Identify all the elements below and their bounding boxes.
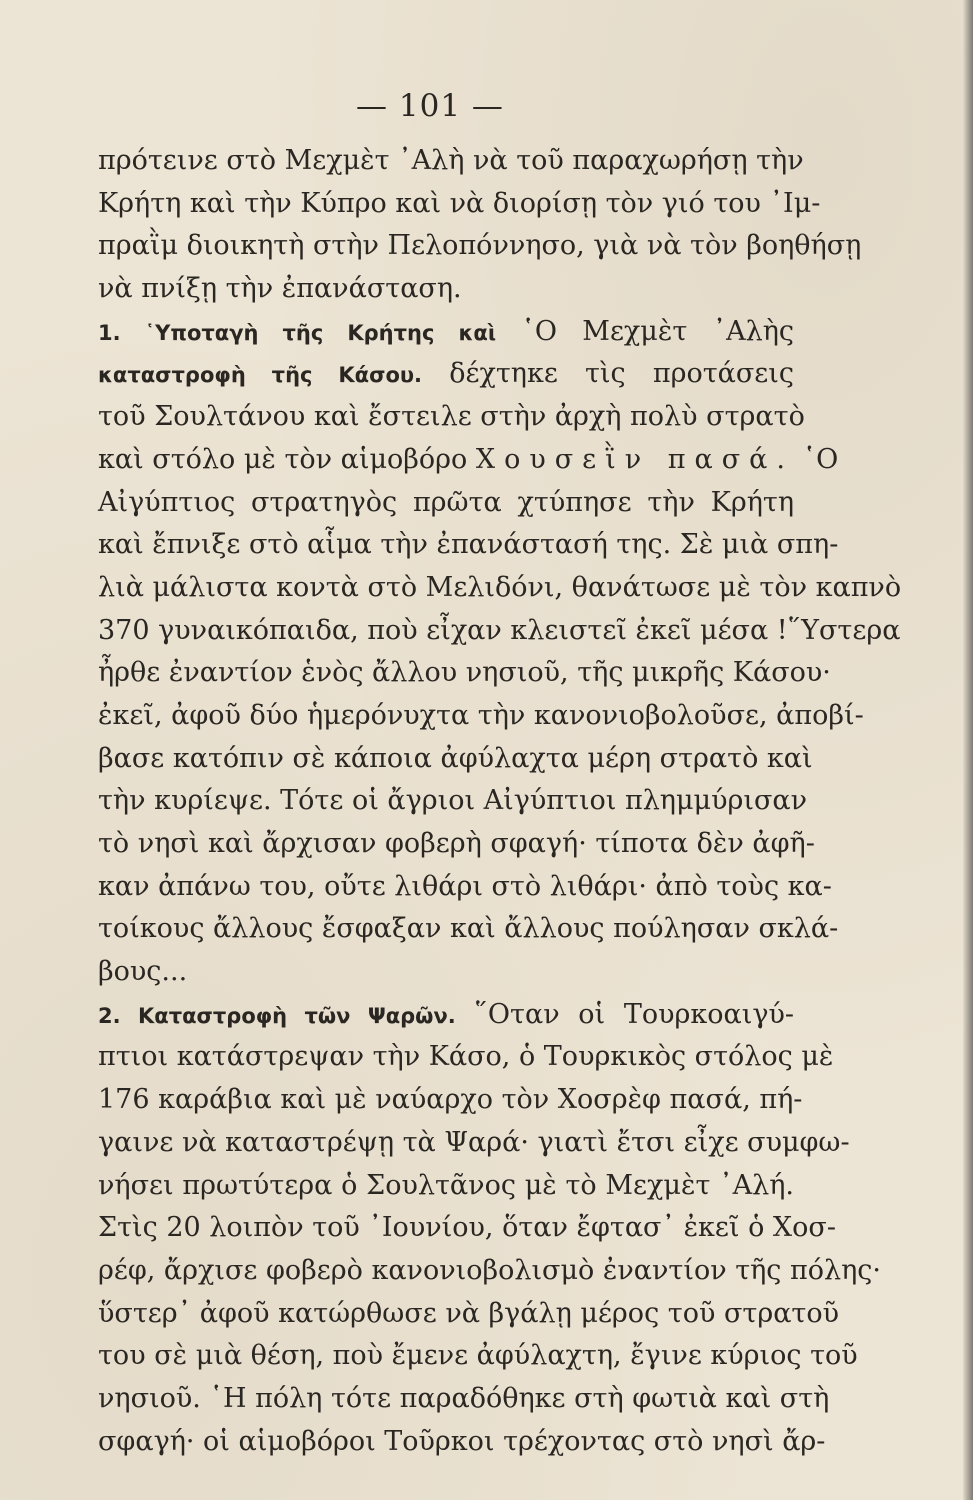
line-text-tail: ῾Ο [793, 443, 839, 475]
line-text: 176 καράβια καὶ μὲ ναύαρχο τὸν Χοσρὲφ πασά, πή- [98, 1084, 803, 1116]
line-text: νησιοῦ. ῾Η πόλη τότε παραδόθηκε στὴ φωτιὰ καὶ στὴ [98, 1382, 830, 1414]
text-line [98, 951, 794, 994]
line-text: Κρήτη καὶ τὴν Κύπρο καὶ νὰ διορίσῃ τὸν γιό του ᾿Ιμ- [98, 187, 821, 219]
line-text: σφαγή· οἱ αἱμοβόροι Τοῦρκοι τρέχοντας στὸ νησὶ ἄρ- [98, 1425, 826, 1457]
text-line [98, 524, 839, 567]
text-line [98, 1036, 834, 1079]
line-text: ἦρθε ἐναντίον ἑνὸς ἄλλου νησιοῦ, τῆς μικρῆς Κάσου· [98, 657, 831, 689]
line-text: πρότεινε στὸ Μεχμὲτ ᾿Αλὴ νὰ τοῦ παραχωρήσῃ τὴν [98, 145, 804, 176]
section-heading: 2. Καταστροφὴ τῶν Ψαρῶν. [98, 1003, 456, 1028]
text-line [98, 866, 832, 909]
line-text: Αἰγύπτιος στρατηγὸς πρῶτα χτύπησε τὴν Κρήτη [98, 486, 794, 518]
text-line [98, 268, 794, 311]
text-line [98, 1165, 794, 1208]
text-line [98, 1293, 840, 1336]
line-text: βους... [98, 956, 188, 988]
section-heading: 1. ῾Υποταγὴ τῆς Κρήτης καὶ [98, 320, 497, 345]
text-line [98, 1250, 881, 1293]
line-text: καν ἀπάνω του, οὔτε λιθάρι στὸ λιθάρι· ἀπὸ τοὺς κα- [98, 870, 832, 902]
line-text: δέχτηκε τὶς προτάσεις [422, 358, 794, 390]
spaced-name: Χουσεῒν πασά. [475, 443, 794, 475]
text-line [98, 1079, 803, 1122]
line-text: νήσει πρωτύτερα ὁ Σουλτᾶνος μὲ τὸ Μεχμὲτ ᾿Αλή. [98, 1169, 794, 1201]
text-line [98, 1207, 836, 1250]
line-text: γαινε νὰ καταστρέψῃ τὰ Ψαρά· γιατὶ ἔτσι εἶχε συμφω- [98, 1126, 850, 1158]
text-line [98, 738, 813, 781]
text-line [98, 823, 815, 866]
line-text: νὰ πνίξῃ τὴν ἐπανάσταση. [98, 273, 462, 305]
page-number: — 101 — [356, 88, 504, 124]
text-line [98, 908, 839, 951]
line-text: καὶ ἔπνιξε στὸ αἷμα τὴν ἐπανάστασή της. Σὲ μιὰ σπη- [98, 529, 839, 561]
line-text: τοῦ Σουλτάνου καὶ ἔστειλε στὴν ἀρχὴ πολὺ στρατὸ [98, 401, 805, 433]
line-text: τὸ νησὶ καὶ ἄρχισαν φοβερὴ σφαγή· τίποτα δὲν ἀφῆ- [98, 828, 815, 859]
text-line [98, 780, 808, 823]
line-text: πραῒμ διοικητὴ στὴν Πελοπόννησο, γιὰ νὰ τὸν βοηθήσῃ [98, 230, 862, 262]
text-line [98, 439, 839, 482]
text-line [98, 482, 794, 525]
line-text: ὕστερ᾿ ἀφοῦ κατώρθωσε νὰ βγάλῃ μέρος τοῦ στρατοῦ [98, 1297, 840, 1329]
line-text: ρέφ, ἄρχισε φοβερὸ κανονιοβολισμὸ ἐναντίον τῆς πόλης· [98, 1254, 881, 1286]
line-text: τοίκους ἄλλους ἔσφαξαν καὶ ἄλλους πούλησαν σκλά- [98, 913, 839, 945]
text-line [98, 396, 805, 439]
line-text: βασε κατόπιν σὲ κάποια ἀφύλαχτα μέρη στρατὸ καὶ [98, 742, 813, 774]
line-text: ἐκεῖ, ἀφοῦ δύο ἡμερόνυχτα τὴν κανονιοβολοῦσε, ἀποβί- [98, 699, 864, 731]
text-line [98, 1122, 850, 1165]
text-line [98, 1421, 826, 1464]
text-line [98, 311, 794, 354]
text-line [98, 140, 804, 183]
text-line [98, 610, 901, 653]
line-text: καὶ στόλο μὲ τὸν αἱμοβόρο [98, 443, 476, 475]
line-text: ῾Ο Μεχμὲτ ᾿Αλὴς [496, 315, 794, 347]
line-text: λιὰ μάλιστα κοντὰ στὸ Μελιδόνι, θανάτωσε μὲ τὸν καπνὸ [98, 571, 902, 603]
line-text: 370 γυναικόπαιδα, ποὺ εἶχαν κλειστεῖ ἐκεῖ μέσα !῞Υστερα [98, 614, 901, 646]
section-heading: καταστροφὴ τῆς Κάσου. [98, 363, 423, 388]
text-line [98, 567, 902, 610]
line-text: του σὲ μιὰ θέση, ποὺ ἔμενε ἀφύλαχτη, ἔγινε κύριος τοῦ [98, 1340, 858, 1372]
page-edge-shadow [963, 0, 973, 1500]
text-line [98, 353, 794, 396]
text-line [98, 225, 862, 268]
line-text: πτιοι κατάστρεψαν τὴν Κάσο, ὁ Τουρκικὸς στόλος μὲ [98, 1041, 834, 1073]
line-text: ῞Οταν οἱ Τουρκοαιγύ- [455, 998, 794, 1030]
line-text: τὴν κυρίεψε. Τότε οἱ ἄγριοι Αἰγύπτιοι πλημμύρισαν [98, 785, 808, 817]
text-line [98, 695, 864, 738]
text-line [98, 1378, 830, 1421]
text-line [98, 652, 831, 695]
line-text: Στὶς 20 λοιπὸν τοῦ ᾿Ιουνίου, ὅταν ἔφτασ᾿ ἐκεῖ ὁ Χοσ- [98, 1212, 836, 1244]
text-line [98, 1335, 858, 1378]
text-line [98, 183, 821, 226]
text-line [98, 994, 794, 1037]
body-text [98, 140, 902, 1463]
